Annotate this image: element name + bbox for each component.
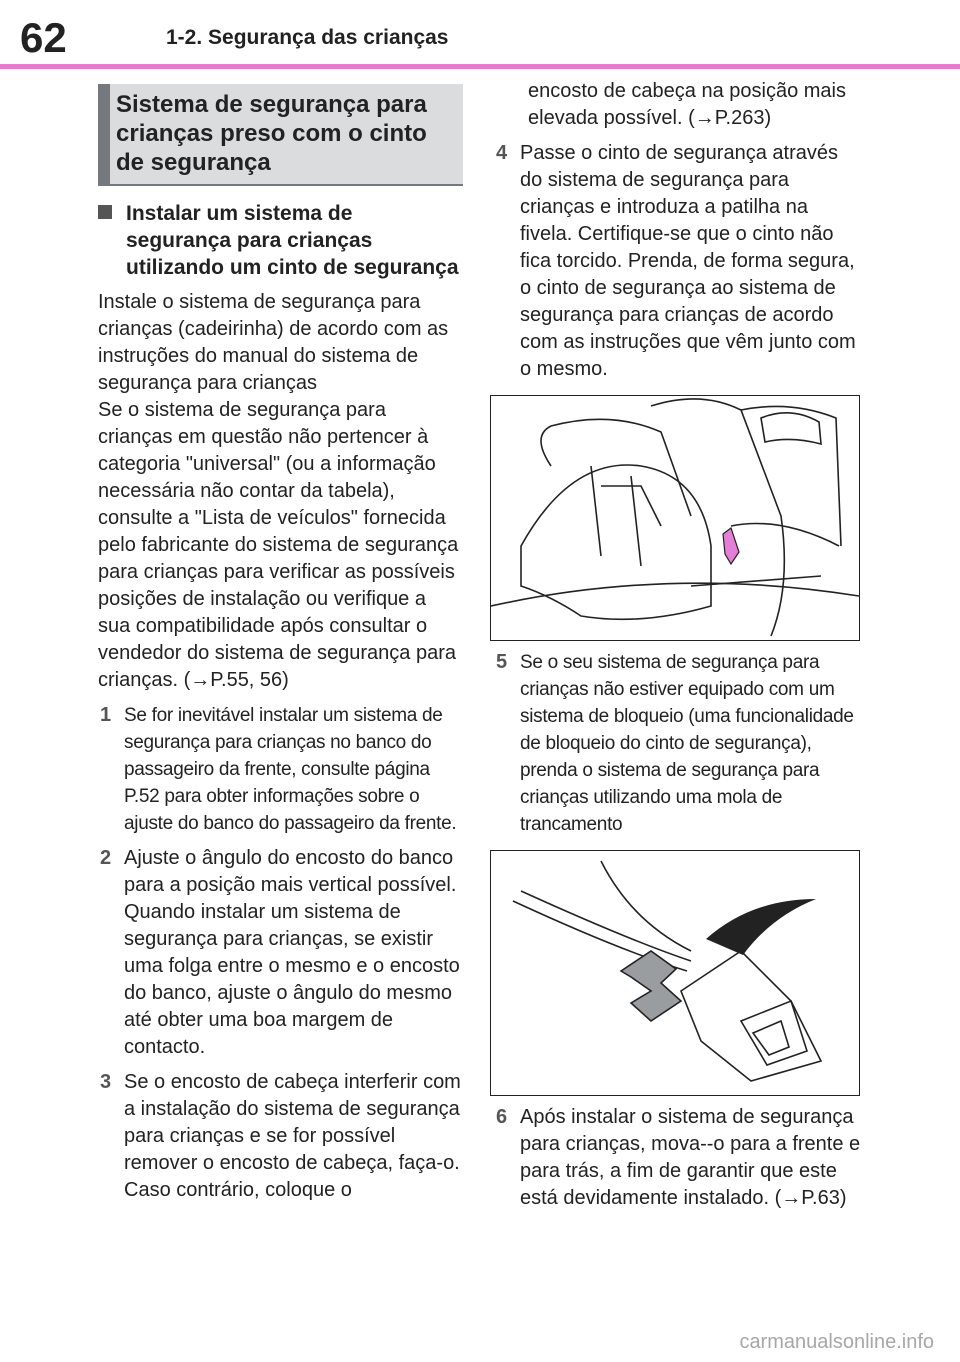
step-text: Se o seu sistema de segurança para crianças não estiver equipado com um sistema de bloqueio (uma funcionalidade de bloqueio do cinto de segurança), prenda o sistema de segurança para crianças utilizando uma mola de trancamento [520, 652, 854, 835]
locking-clip-illustration [490, 850, 860, 1096]
left-column [98, 84, 463, 1204]
step-1 [98, 702, 463, 837]
locking-clip-drawing [491, 851, 859, 1095]
clip-icon [621, 951, 681, 1021]
section-title: Sistema de segurança para crianças preso com o cinto de segurança [116, 91, 427, 176]
step-6 [494, 1104, 864, 1212]
right-column [494, 78, 864, 1212]
step-text: Se o encosto de cabeça interferir com a instalação do sistema de segurança para crianças e se for possível remover o encosto de cabeça, faça-o. Caso contrário, coloque o [124, 1071, 461, 1201]
watermark: carmanualsonline.info [739, 1331, 934, 1353]
step-2 [98, 845, 463, 1061]
child-seat-drawing [491, 396, 859, 640]
step-number: 1 [100, 704, 112, 726]
page-number: 62 [20, 14, 67, 61]
step-number: 5 [496, 651, 508, 673]
step-3 [98, 1069, 463, 1204]
step-5 [494, 649, 864, 838]
step-text: Após instalar o sistema de segurança para crianças, mova--o para a frente e para trás, a fim de garantir que este está devidamente instalado. (→P.63) [520, 1106, 861, 1209]
step-3-continued [494, 78, 864, 132]
arrow-icon [723, 528, 739, 564]
step-number: 6 [496, 1106, 508, 1128]
step-4 [494, 140, 864, 383]
step-text: encosto de cabeça na posição mais elevada possível. (→P.263) [528, 80, 846, 129]
step-number: 3 [100, 1071, 112, 1093]
subheading [98, 200, 463, 281]
running-title: 1-2. Segurança das crianças [166, 26, 449, 49]
bullet-square-icon [98, 205, 112, 219]
step-text: Ajuste o ângulo do encosto do banco para a posição mais vertical possível. Quando instalar um sistema de segurança para crianças, se existir uma folga entre o mesmo e o encosto do banco, ajuste o ângulo do mesmo até obter uma boa margem de contacto. [124, 847, 460, 1058]
step-number: 2 [100, 847, 112, 869]
intro-paragraph: Instale o sistema de segurança para crianças (cadeirinha) de acordo com as instruções do manual do sistema de segurança para crianças [98, 291, 449, 394]
header-rule [0, 64, 960, 69]
arrow-icon [706, 899, 816, 955]
step-text: Passe o cinto de segurança através do sistema de segurança para crianças e introduza a patilha na fivela. Certifique-se que o cinto não fica torcido. Prenda, de forma segura, o cinto de segurança ao sistema de segurança para crianças de acordo com as instruções que vêm junto com o mesmo. [520, 142, 856, 380]
child-seat-illustration [490, 395, 860, 641]
intro-paragraph-2: Se o sistema de segurança para crianças em questão não pertencer à categoria "universal" (ou a informação necessária não contar da tabela), consulte a "Lista de veículos" fornecida pelo fabricante do sistema de segurança para crianças para verificar as possíveis posições de instalação ou verifique a sua compatibilidade após consultar o vendedor do sistema de segurança para crianças. (→P.55, 56) [98, 399, 459, 691]
step-text: Se for inevitável instalar um sistema de segurança para crianças no banco do passageiro da frente, consulte página P.52 para obter informações sobre o ajuste do banco do passageiro da frente. [124, 705, 457, 834]
section-title-box [98, 84, 463, 186]
step-number: 4 [496, 142, 508, 164]
subheading-text: Instalar um sistema de segurança para crianças utilizando um cinto de segurança [126, 202, 459, 279]
